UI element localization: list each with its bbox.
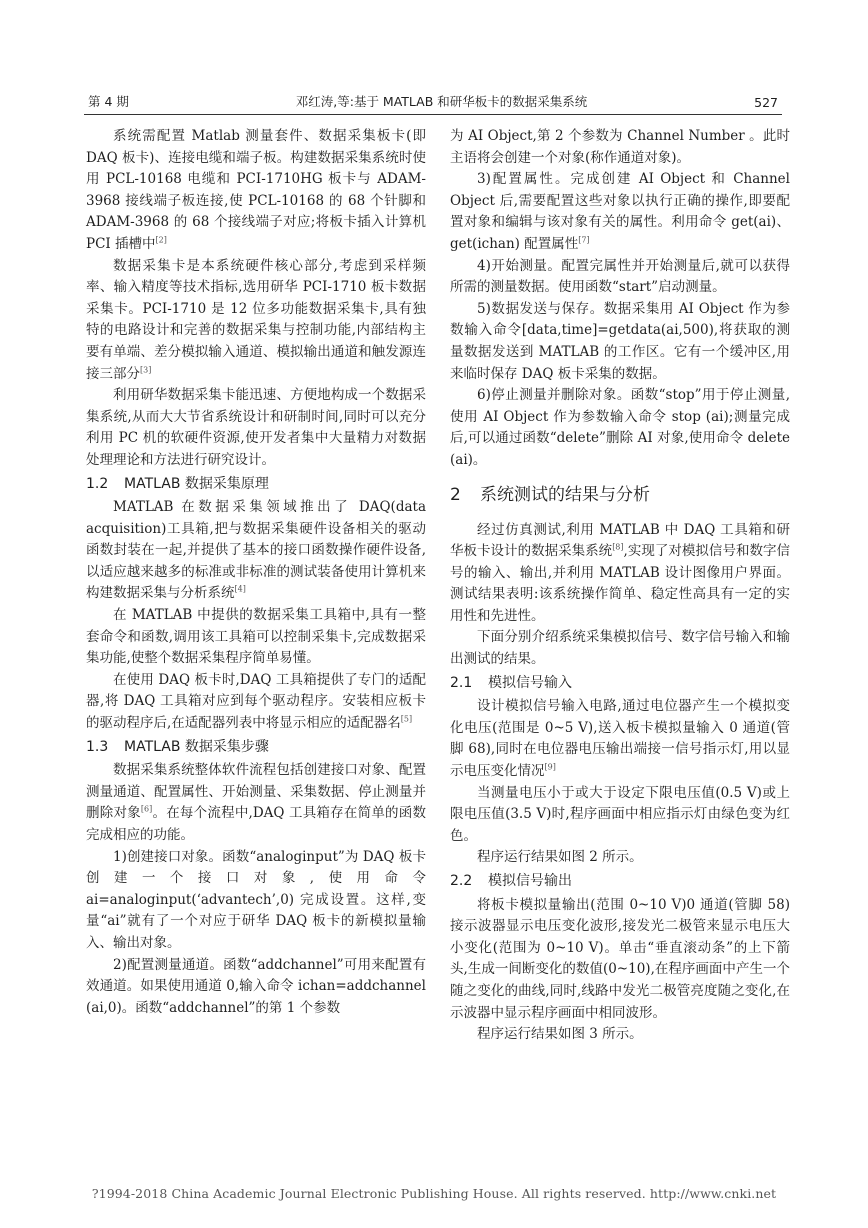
paragraph: 在 MATLAB 中提供的数据采集工具箱中,具有一整套命令和函数,调用该工具箱可以控制采集卡,完成数据采集功能,使整个数据采集程序简单易懂。 <box>86 607 426 667</box>
issue-number: 第 4 期 <box>88 94 129 109</box>
paragraph: 利用研华数据采集卡能迅速、方便地构成一个数据采集系统,从而大大节省系统设计和研制时间,同时可以充分利用 PC 机的软硬件资源,使开发者集中大量精力对数据处理理论和方法进行研究设计。 <box>86 387 426 468</box>
left-column <box>86 126 426 1019</box>
paragraph: 1)创建接口对象。函数“analoginput”为 DAQ 板卡创建一个接口对象,使用命令 ai=analoginput(‘advantech’,0) 完成设置。这样,变量“ai”就有了一个对应于研华 DAQ 板卡的新模拟量输入、输出对象。 <box>86 848 426 951</box>
section-heading-1-3: 1.3 MATLAB 数据采集步骤 <box>86 738 269 755</box>
paragraph: 在使用 DAQ 板卡时,DAQ 工具箱提供了专门的适配器,将 DAQ 工具箱对应到每个驱动程序。安装相应板卡的驱动程序后,在适配器列表中将显示相应的适配器名[5] <box>86 671 426 732</box>
paragraph: 数据采集系统整体软件流程包括创建接口对象、配置测量通道、配置属性、开始测量、采集数据、停止测量并删除对象[6]。在每个流程中,DAQ 工具箱存在简单的函数完成相应的功能。 <box>86 762 426 843</box>
paragraph: 6)停止测量并删除对象。函数“stop”用于停止测量,使用 AI Object 作为参数输入命令 stop (ai);测量完成后,可以通过函数“delete”删除 AI 对象,使用命令 delete (ai)。 <box>450 387 790 468</box>
right-column <box>450 126 790 1046</box>
paragraph: 程序运行结果如图 3 所示。 <box>477 1026 643 1043</box>
paragraph: 经过仿真测试,利用 MATLAB 中 DAQ 工具箱和研华板卡设计的数据采集系统[8],实现了对模拟信号和数字信号的输入、输出,并利用 MATLAB 设计图像用户界面。测试结果表明:该系统操作简单、稳定性高具有一定的实用性和先进性。 <box>450 521 791 624</box>
running-title: 邓红涛,等:基于 MATLAB 和研华板卡的数据采集系统 <box>295 94 588 109</box>
section-heading-2-1: 2.1 模拟信号输入 <box>450 674 572 691</box>
paragraph: 为 AI Object,第 2 个参数为 Channel Number 。此时主语将会创建一个对象(称作通道对象)。 <box>450 128 790 166</box>
running-header <box>88 88 778 110</box>
citation: [9] <box>544 762 556 772</box>
paragraph: 2)配置测量通道。函数“addchannel”可用来配置有效通道。如果使用通道 0,输入命令 ichan=addchannel (ai,0)。函数“addchannel”的第 1 个参数 <box>86 956 426 1016</box>
paragraph: 程序运行结果如图 2 所示。 <box>477 849 643 866</box>
citation: [3] <box>140 365 152 375</box>
paragraph: 将板卡模拟量输出(范围 0~10 V)0 通道(管脚 58)接示波器显示电压变化波形,接发光二极管来显示电压大小变化(范围为 0~10 V)。单击“垂直滚动条”的上下箭头,生成一间断变化的数值(0~10),在程序画面中产生一个随之变化的曲线,同时,线路中发光二极管亮度随之变化,在示波器中显示程序画面中相同波形。 <box>450 896 790 1021</box>
paragraph: 4)开始测量。配置完属性并开始测量后,就可以获得所需的测量数据。使用函数“start”启动测量。 <box>450 257 790 296</box>
citation: [4] <box>234 584 246 594</box>
paragraph: 系统需配置 Matlab 测量套件、数据采集板卡(即 DAQ 板卡)、连接电缆和端子板。构建数据采集系统时使用 PCL-10168 电缆和 PCI-1710HG 板卡与 ADAM-3968 接线端子板连接,使 PCL-10168 的 68 个针脚和 ADAM-3968 的 68 个接线端子对应;将板卡插入计算机 PCI 插槽中[2] <box>86 128 426 252</box>
section-heading-1-2: 1.2 MATLAB 数据采集原理 <box>86 475 269 492</box>
page-number: 527 <box>754 95 778 110</box>
citation: [6] <box>140 804 153 814</box>
paragraph: 设计模拟信号输入电路,通过电位器产生一个模拟变化电压(范围是 0~5 V),送入板卡模拟量输入 0 通道(管脚 68),同时在电位器电压输出端接一信号指示灯,用以显示电压变化情况[9] <box>450 698 790 780</box>
header-rule <box>84 114 782 115</box>
paragraph: MATLAB 在数据采集领域推出了 DAQ(data acquisition)工具箱,把与数据采集硬件设备相关的驱动函数封装在一起,并提供了基本的接口函数操作硬件设备,以适应越来越多的标准或非标准的测试装备使用计算机来构建数据采集与分析系统[4] <box>86 499 426 602</box>
paragraph: 3)配置属性。完成创建 AI Object 和 Channel Object 后,需要配置这些对象以执行正确的操作,即要配置对象和编辑与该对象有关的属性。利用命令 get(ai)、get(ichan) 配置属性[7] <box>450 171 790 252</box>
paragraph: 5)数据发送与保存。数据采集用 AI Object 作为参数输入命令[data,time]=getdata(ai,500),将获取的测量数据发送到 MATLAB 的工作区。它有一个缓冲区,用来临时保存 DAQ 板卡采集的数据。 <box>450 300 790 382</box>
paragraph: 当测量电压小于或大于设定下限电压值(0.5 V)或上限电压值(3.5 V)时,程序画面中相应指示灯由绿色变为红色。 <box>450 784 790 844</box>
section-heading-2-2: 2.2 模拟信号输出 <box>450 873 572 889</box>
citation: [7] <box>578 235 590 245</box>
paragraph: 数据采集卡是本系统硬件核心部分,考虑到采样频率、输入精度等技术指标,选用研华 PCI-1710 板卡数据采集卡。PCI-1710 是 12 位多功能数据采集卡,具有独特的电路设计和完善的数据采集与控制功能,内部结构主要有单端、差分模拟输入通道、模拟输出通道和触发源连接三部分[3] <box>86 257 426 382</box>
section-heading-2: 2 系统测试的结果与分析 <box>450 484 650 505</box>
copyright-footer: ?1994-2018 China Academic Journal Electronic Publishing House. All rights reserved. http://www.cnki.net <box>91 1186 777 1201</box>
citation: [2] <box>155 235 167 245</box>
citation: [5] <box>400 714 413 724</box>
citation: [8] <box>612 542 624 552</box>
paragraph: 下面分别介绍系统采集模拟信号、数字信号输入和输出测试的结果。 <box>450 629 790 668</box>
